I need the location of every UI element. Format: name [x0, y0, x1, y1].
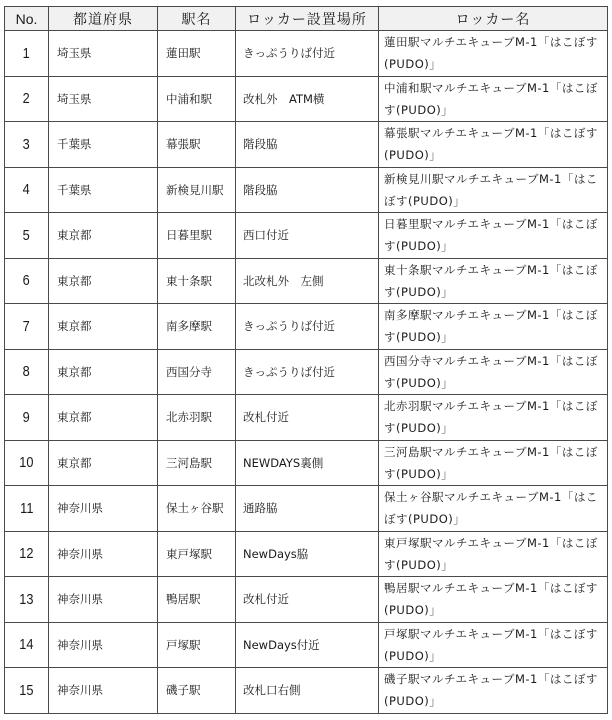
cell-locker-name	[379, 213, 608, 259]
locker-name-line1: 幕張駅マルチエキューブM-1「はこぼす	[384, 126, 598, 141]
cell-locker-name	[379, 395, 608, 441]
row-number: 1	[22, 44, 31, 62]
row-number: 2	[22, 90, 31, 108]
cell-location: NewDays脇	[236, 531, 379, 577]
cell-no	[5, 440, 49, 486]
cell-location: 改札付近	[236, 577, 379, 623]
table-row	[5, 31, 608, 77]
cell-no	[5, 486, 49, 532]
table-row	[5, 304, 608, 350]
table-row	[5, 486, 608, 532]
locker-name-line2: (PUDO)」	[384, 57, 442, 72]
cell-prefecture: 神奈川県	[49, 622, 158, 668]
locker-name-line2: す(PUDO)」	[384, 284, 454, 299]
cell-locker-name	[379, 622, 608, 668]
cell-no	[5, 531, 49, 577]
locker-name-line2: (PUDO)」	[384, 148, 442, 163]
cell-locker-name	[379, 304, 608, 350]
locker-name-line1: 磯子駅マルチエキューブM-1「はこぼす	[384, 672, 598, 687]
cell-locker-name	[379, 668, 608, 714]
table-header	[5, 7, 608, 31]
cell-location: きっぷうりば付近	[236, 304, 379, 350]
locker-name-line2: ぼす(PUDO)」	[384, 193, 466, 208]
row-number: 6	[22, 272, 31, 290]
row-number: 11	[19, 499, 34, 517]
cell-location: 階段脇	[236, 122, 379, 168]
locker-name-line1: 戸塚駅マルチエキューブM-1「はこぼす	[384, 626, 598, 641]
cell-prefecture: 千葉県	[49, 122, 158, 168]
cell-no	[5, 258, 49, 304]
table-row	[5, 577, 608, 623]
cell-no	[5, 76, 49, 122]
cell-locker-name	[379, 531, 608, 577]
cell-no	[5, 577, 49, 623]
table-row	[5, 668, 608, 714]
row-number: 14	[19, 636, 34, 654]
cell-no	[5, 31, 49, 77]
cell-station: 南多摩駅	[158, 304, 236, 350]
locker-name-line1: 蓮田駅マルチエキューブM-1「はこぼす	[384, 35, 598, 50]
table-row	[5, 167, 608, 213]
cell-prefecture: 神奈川県	[49, 486, 158, 532]
cell-location: 改札付近	[236, 395, 379, 441]
cell-no	[5, 668, 49, 714]
cell-station: 磯子駅	[158, 668, 236, 714]
cell-no	[5, 167, 49, 213]
locker-name-line2: す(PUDO)」	[384, 466, 454, 481]
table-row	[5, 213, 608, 259]
locker-name-line2: す(PUDO)」	[384, 239, 454, 254]
cell-locker-name	[379, 577, 608, 623]
locker-name-line1: 鴨居駅マルチエキューブM-1「はこぼす	[384, 581, 598, 596]
row-number: 7	[22, 317, 31, 335]
locker-name-line2: す(PUDO)」	[384, 102, 454, 117]
cell-locker-name	[379, 76, 608, 122]
locker-name-line2: ぼす(PUDO)」	[384, 512, 466, 527]
cell-locker-name	[379, 167, 608, 213]
cell-no	[5, 304, 49, 350]
cell-location: 改札口右側	[236, 668, 379, 714]
cell-station: 新検見川駅	[158, 167, 236, 213]
row-number: 13	[19, 590, 34, 608]
row-number: 3	[22, 135, 31, 153]
locker-name-line2: す(PUDO)」	[384, 375, 454, 390]
header-location: ロッカー設置場所	[236, 7, 379, 31]
locker-name-line2: (PUDO)」	[384, 603, 442, 618]
table-row	[5, 531, 608, 577]
cell-no	[5, 349, 49, 395]
cell-location: きっぷうりば付近	[236, 349, 379, 395]
locker-name-line1: 中浦和駅マルチエキューブM-1「はこぼ	[384, 80, 598, 95]
row-number: 4	[22, 181, 31, 199]
header-row	[5, 7, 608, 31]
cell-prefecture: 東京都	[49, 213, 158, 259]
table-row	[5, 122, 608, 168]
cell-location: 北改札外 左側	[236, 258, 379, 304]
header-no: No.	[5, 7, 49, 31]
cell-prefecture: 神奈川県	[49, 531, 158, 577]
cell-station: 西国分寺	[158, 349, 236, 395]
locker-name-line1: 保土ヶ谷駅マルチエキューブM-1「はこ	[384, 490, 598, 505]
table-row	[5, 258, 608, 304]
row-number: 15	[19, 681, 34, 699]
locker-name-line2: す(PUDO)」	[384, 557, 454, 572]
cell-locker-name	[379, 349, 608, 395]
locker-name-line2: (PUDO)」	[384, 648, 442, 663]
cell-location: きっぷうりば付近	[236, 31, 379, 77]
cell-location: 通路脇	[236, 486, 379, 532]
cell-no	[5, 622, 49, 668]
row-number: 12	[19, 545, 34, 563]
cell-station: 蓮田駅	[158, 31, 236, 77]
cell-station: 中浦和駅	[158, 76, 236, 122]
cell-prefecture: 神奈川県	[49, 577, 158, 623]
cell-prefecture: 東京都	[49, 349, 158, 395]
cell-station: 三河島駅	[158, 440, 236, 486]
locker-location-table	[4, 6, 608, 714]
row-number: 9	[22, 408, 31, 426]
cell-no	[5, 213, 49, 259]
locker-name-line2: す(PUDO)」	[384, 421, 454, 436]
cell-prefecture: 東京都	[49, 304, 158, 350]
cell-locker-name	[379, 440, 608, 486]
locker-name-line1: 西国分寺マルチエキューブM-1「はこぼ	[384, 353, 598, 368]
cell-prefecture: 東京都	[49, 440, 158, 486]
cell-station: 北赤羽駅	[158, 395, 236, 441]
cell-station: 鴨居駅	[158, 577, 236, 623]
cell-no	[5, 395, 49, 441]
cell-locker-name	[379, 258, 608, 304]
locker-name-line1: 新検見川駅マルチエキューブM-1「はこ	[384, 171, 598, 186]
cell-location: 階段脇	[236, 167, 379, 213]
cell-prefecture: 千葉県	[49, 167, 158, 213]
cell-locker-name	[379, 122, 608, 168]
locker-name-line1: 南多摩駅マルチエキューブM-1「はこぼ	[384, 308, 598, 323]
locker-name-line1: 北赤羽駅マルチエキューブM-1「はこぼ	[384, 399, 598, 414]
cell-location: NewDays付近	[236, 622, 379, 668]
row-number: 10	[19, 454, 34, 472]
cell-station: 東戸塚駅	[158, 531, 236, 577]
locker-name-line1: 東十条駅マルチエキューブM-1「はこぼ	[384, 262, 598, 277]
table-row	[5, 76, 608, 122]
cell-locker-name	[379, 486, 608, 532]
cell-prefecture: 埼玉県	[49, 76, 158, 122]
cell-station: 保土ヶ谷駅	[158, 486, 236, 532]
cell-prefecture: 埼玉県	[49, 31, 158, 77]
header-locker-name: ロッカー名	[379, 7, 608, 31]
locker-name-line1: 日暮里駅マルチエキューブM-1「はこぼ	[384, 217, 598, 232]
row-number: 8	[22, 363, 31, 381]
row-number: 5	[22, 226, 31, 244]
header-prefecture: 都道府県	[49, 7, 158, 31]
header-station: 駅名	[158, 7, 236, 31]
cell-station: 日暮里駅	[158, 213, 236, 259]
cell-location: NEWDAYS裏側	[236, 440, 379, 486]
locker-name-line1: 三河島駅マルチエキューブM-1「はこぼ	[384, 444, 598, 459]
table-row	[5, 349, 608, 395]
locker-name-line2: (PUDO)」	[384, 694, 442, 709]
cell-location: 西口付近	[236, 213, 379, 259]
locker-name-line1: 東戸塚駅マルチエキューブM-1「はこぼ	[384, 535, 598, 550]
cell-location: 改札外 ATM横	[236, 76, 379, 122]
cell-locker-name	[379, 31, 608, 77]
table-row	[5, 440, 608, 486]
table-row	[5, 395, 608, 441]
cell-station: 東十条駅	[158, 258, 236, 304]
table-row	[5, 622, 608, 668]
cell-no	[5, 122, 49, 168]
table-body	[5, 31, 608, 714]
cell-station: 戸塚駅	[158, 622, 236, 668]
cell-prefecture: 東京都	[49, 258, 158, 304]
cell-station: 幕張駅	[158, 122, 236, 168]
locker-name-line2: す(PUDO)」	[384, 330, 454, 345]
cell-prefecture: 東京都	[49, 395, 158, 441]
cell-prefecture: 神奈川県	[49, 668, 158, 714]
